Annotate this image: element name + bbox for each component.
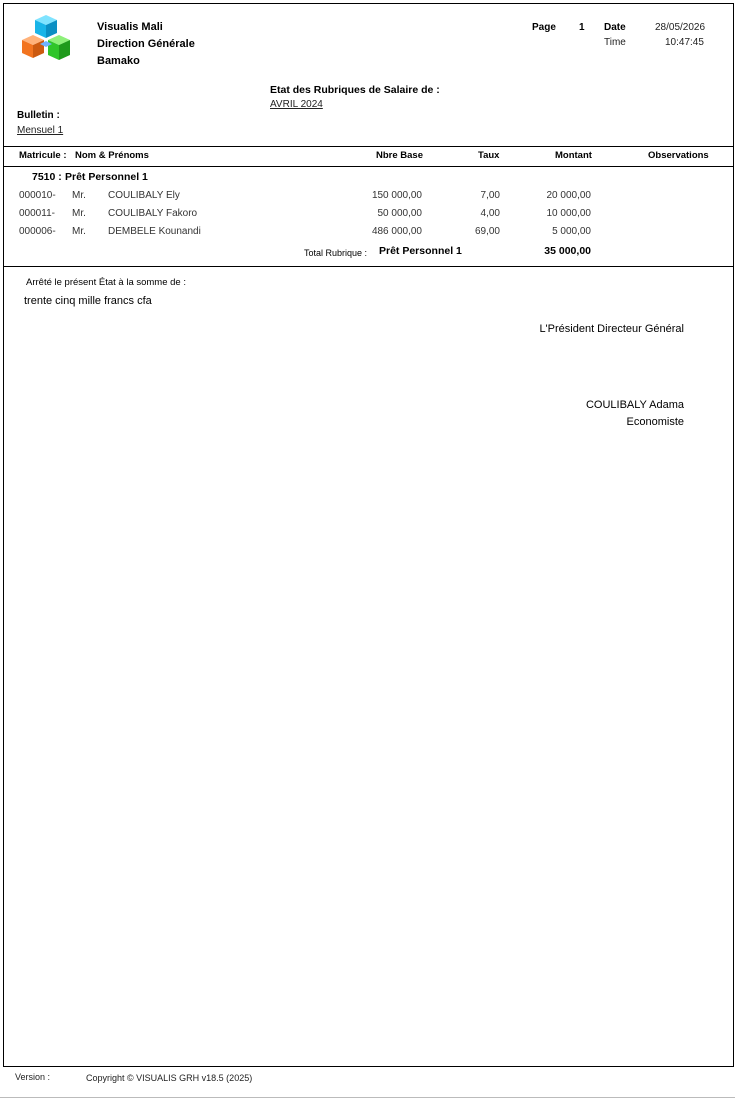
company-city: Bamako <box>97 55 140 67</box>
row-montant: 10 000,00 <box>546 208 591 219</box>
company-name: Visualis Mali <box>97 21 163 33</box>
row-civility: Mr. <box>72 190 86 201</box>
page-bottom-rule <box>0 1097 735 1098</box>
page-label: Page <box>532 22 556 33</box>
header-nom: Nom & Prénoms <box>75 150 149 161</box>
signatory-name: COULIBALY Adama <box>585 399 684 411</box>
amount-in-words: trente cinq mille francs cfa <box>24 295 152 307</box>
table-bottom-rule <box>3 266 734 267</box>
company-direction: Direction Générale <box>97 38 195 50</box>
date-value: 28/05/2026 <box>655 22 706 33</box>
report-period: AVRIL 2024 <box>270 99 323 110</box>
header-montant: Montant <box>555 150 592 161</box>
header-taux: Taux <box>478 150 500 161</box>
copyright-text: Copyright © VISUALIS GRH v18.5 (2025) <box>86 1073 253 1083</box>
row-matricule: 000006- <box>19 226 56 237</box>
cubes-logo-icon <box>19 13 73 65</box>
rubrique-code: 7510 : <box>32 171 62 183</box>
time-value: 10:47:45 <box>665 37 704 48</box>
total-value: 35 000,00 <box>544 245 591 257</box>
row-base: 50 000,00 <box>377 208 422 219</box>
row-taux: 69,00 <box>474 226 500 237</box>
total-label: Total Rubrique : <box>304 248 368 258</box>
row-matricule: 000011- <box>19 208 55 219</box>
row-base: 486 000,00 <box>371 226 422 237</box>
bulletin-value: Mensuel 1 <box>17 125 64 136</box>
time-label: Time <box>604 37 626 48</box>
row-matricule: 000010- <box>19 190 56 201</box>
header-bottom-rule <box>3 166 734 167</box>
report-title: Etat des Rubriques de Salaire de : <box>270 84 440 96</box>
rubrique-label: Prêt Personnel 1 <box>65 171 148 183</box>
row-montant: 20 000,00 <box>546 190 591 201</box>
row-name: DEMBELE Kounandi <box>108 226 201 237</box>
row-montant: 5 000,00 <box>552 226 591 237</box>
row-taux: 4,00 <box>480 208 500 219</box>
row-base: 150 000,00 <box>371 190 422 201</box>
page-number: 1 <box>579 22 585 33</box>
arrete-label: Arrêté le présent État à la somme de : <box>26 277 186 288</box>
row-civility: Mr. <box>72 226 86 237</box>
page-frame <box>3 3 734 1067</box>
header-matricule: Matricule : <box>19 150 67 161</box>
total-rubrique-name: Prêt Personnel 1 <box>379 245 462 257</box>
table-top-rule <box>3 146 734 147</box>
row-name: COULIBALY Fakoro <box>108 208 198 219</box>
version-label: Version : <box>15 1072 51 1082</box>
signatory-role: Economiste <box>626 416 684 428</box>
row-taux: 7,00 <box>480 190 500 201</box>
header-observations: Observations <box>648 150 709 161</box>
bulletin-label: Bulletin : <box>17 110 60 121</box>
row-name: COULIBALY Ely <box>108 190 180 201</box>
signatory-title: L'Président Directeur Général <box>539 323 684 335</box>
row-civility: Mr. <box>72 208 86 219</box>
header-base: Nbre Base <box>376 150 423 161</box>
date-label: Date <box>604 22 626 33</box>
